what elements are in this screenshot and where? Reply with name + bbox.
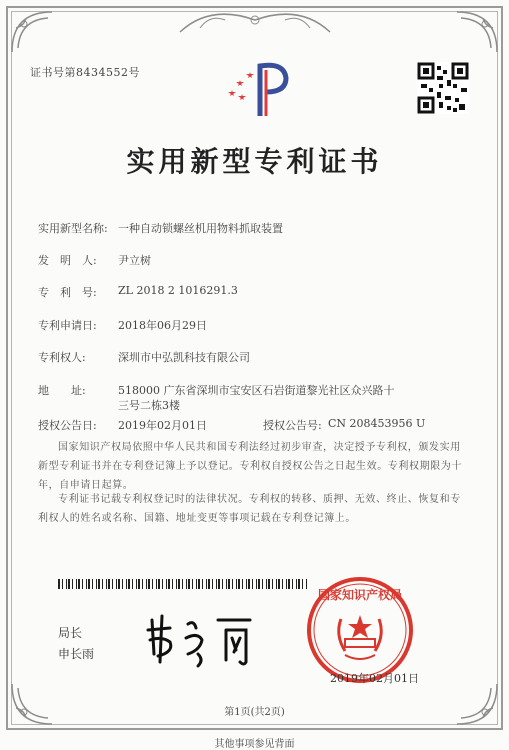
field-label: 授权公告日: [38, 419, 97, 432]
field-utility-model-name [38, 220, 283, 236]
field-label: 专利权人: [38, 351, 86, 364]
field-label: 发 明 人: [38, 254, 97, 267]
field-grant-date [38, 417, 426, 433]
field-inventor [38, 252, 151, 268]
barcode-strip-icon [58, 579, 308, 589]
field-application-date [38, 317, 207, 333]
field-value: 2019年02月01日 [118, 419, 207, 432]
field-value: 深圳市中弘凯科技有限公司 [118, 351, 250, 364]
field-value: 2018年06月29日 [118, 319, 207, 332]
field-value: 三号二栋3楼 [118, 399, 180, 412]
seal-date: 2019年02月01日 [330, 672, 419, 685]
certificate-number: 证书号第8434552号 [30, 66, 140, 79]
cnipa-logo-icon [222, 56, 302, 120]
certificate-title: 实用新型专利证书 [126, 145, 383, 178]
top-flourish-icon [170, 2, 340, 38]
paragraph-grant-decision: 国家知识产权局依照中华人民共和国专利法经过初步审查，决定授予专利权，颁发实用新型专利证书并在专利登记簿上予以登记。专利权自授权公告之日起生效。专利权期限为十年，自申请日起算。 [38, 442, 462, 491]
field-label: 专利申请日: [38, 319, 97, 332]
field-address [38, 382, 395, 398]
field-value: 518000 广东省深圳市宝安区石岩街道黎光社区众兴路十 [118, 384, 395, 397]
field-patentee [38, 349, 250, 365]
official-seal-icon [305, 575, 415, 685]
field-label: 实用新型名称: [38, 222, 108, 235]
corner-ornament-icon [453, 8, 501, 56]
handwritten-signature-icon [140, 610, 260, 670]
footnote: 其他事项参见背面 [214, 739, 295, 750]
signature-title: 局长 [58, 626, 83, 640]
page-number: 第1页(共2页) [224, 707, 285, 718]
qr-code-icon [417, 62, 469, 114]
field-label: 地 址: [38, 384, 86, 397]
seal-text: 国家知识产权局 [317, 588, 403, 602]
field-value: ZL 2018 2 1016291.3 [118, 284, 238, 297]
field-value: 一种自动锁螺丝机用物料抓取装置 [118, 222, 283, 235]
field-label: 专 利 号: [38, 286, 97, 299]
field-label: 授权公告号: [263, 419, 322, 432]
paragraph-legal-status: 专利证书记载专利权登记时的法律状况。专利权的转移、质押、无效、终止、恢复和专利权人的姓名或名称、国籍、地址变更等事项记载在专利登记簿上。 [38, 494, 461, 524]
corner-ornament-icon [8, 8, 56, 56]
signature-name: 申长雨 [58, 647, 95, 661]
field-value: 尹立树 [118, 254, 151, 267]
field-patent-number [38, 284, 238, 300]
field-value: CN 208453956 U [328, 417, 426, 430]
